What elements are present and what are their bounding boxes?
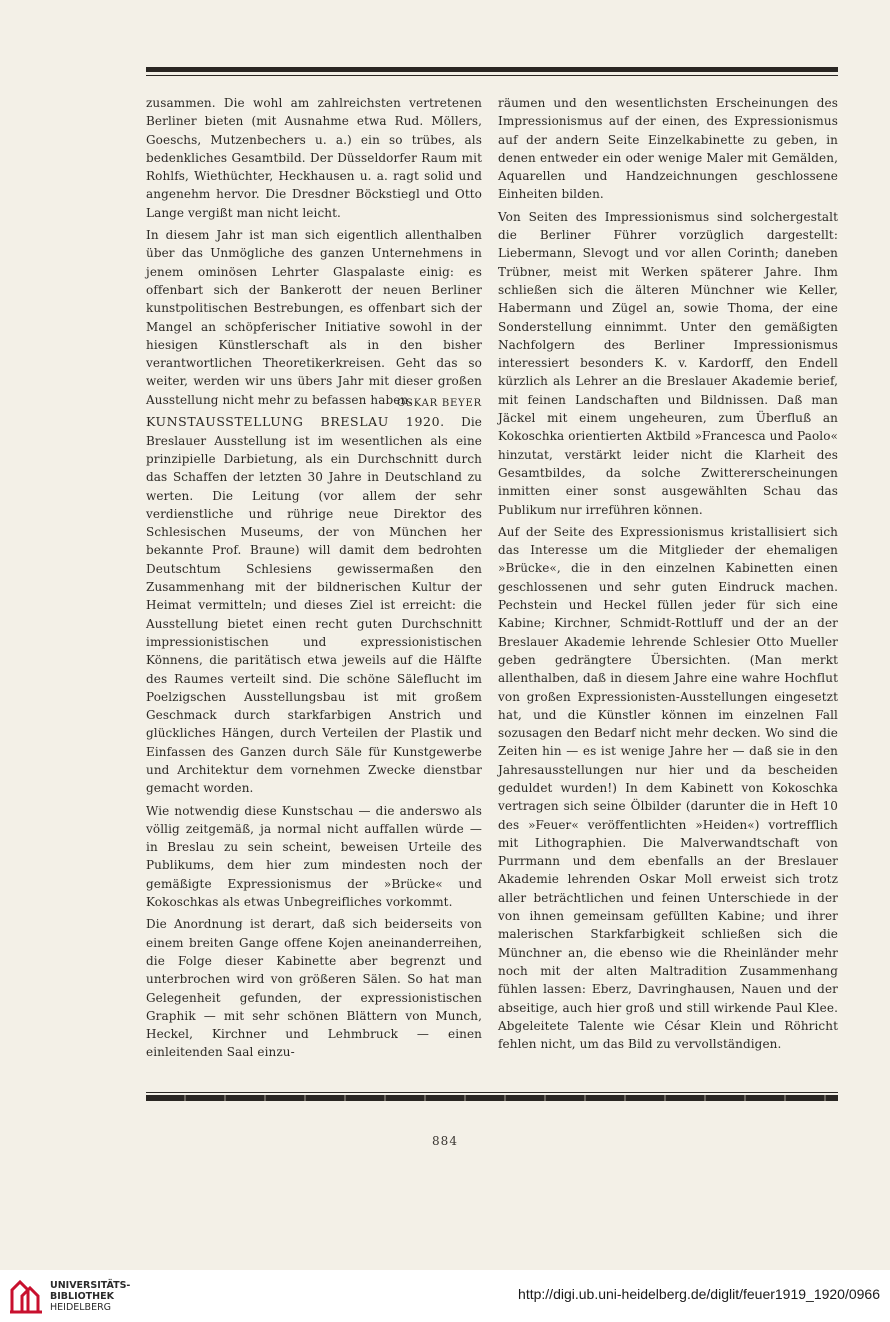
right-column xyxy=(498,94,838,1084)
author-signature: OSKAR BEYER xyxy=(397,398,482,410)
paragraph: Von Seiten des Impressionismus sind solchergestalt die Berliner Führer vorzüglich dargestellt: Liebermann, Slevogt und vor allen Corinth; daneben Trübner, meist mit Werken späterer Jahre. Ihm schließen sich die älteren Münchner wie Keller, Habermann und Zügel an, sowie Thoma, der eine Sonderstellung einnimmt. Unter den gemäßigten Nachfolgern des Berliner Impressionismus interessiert besonders K. v. Kardorff, den Endell kürzlich als Lehrer an die Breslauer Akademie berief, mit feinen Landschaften und Bildnissen. Daß man Jäckel mit einem ungeheuren, zum Überfluß an Kokoschka orientierten Aktbild »Francesca und Paolo« hinzutat, verstärkt leider nicht die Klarheit des Gesamtbildes, da solche Zwittererscheinungen inmitten einer sonst ausgewählten Schau das Publikum nur irreführen können. xyxy=(498,209,838,517)
page-number: 884 xyxy=(432,1134,458,1148)
source-url-link[interactable]: http://digi.ub.uni-heidelberg.de/diglit/feuer1919_1920/0966 xyxy=(518,1286,880,1302)
paragraph: In diesem Jahr ist man sich eigentlich allenthalben über das Unmögliche des ganzen Unternehmens in jenem ominösen Lehrter Glaspalaste einig: es offenbart sich der Bankerott der neuen Berliner kunstpolitischen Bestrebungen, es offenbart sich der Mangel an schöpferischer Initiative sowohl in der hiesigen Künstlerschaft als in den bisher verantwortlichen Theoretikerkreisen. Geht das so weiter, werden wir uns übers Jahr mit dieser großen Ausstellung nicht mehr zu befassen haben. xyxy=(146,228,482,407)
bottom-rule xyxy=(146,1095,838,1101)
article-title: KUNSTAUSSTELLUNG BRESLAU 1920. xyxy=(146,414,445,430)
paragraph: Wie notwendig diese Kunstschau — die anderswo als völlig zeitgemäß, ja normal nicht auffallen würde — in Breslau zu sein scheint, beweisen Urteile des Publikums, dem hier zum mindesten noch der gemäßigte Expressionismus der »Brücke« und Kokoschkas als etwas Unbegreifliches vorkommt. xyxy=(146,803,482,910)
institution-line: HEIDELBERG xyxy=(50,1302,112,1313)
paragraph: räumen und den wesentlichsten Erscheinungen des Impressionismus auf der einen, des Expressionismus auf der andern Seite Einzelkabinette zu geben, in denen entweder ein oder wenige Maler mit Gemälden, Aquarellen und Handzeichnungen geschlossene Einheiten bilden. xyxy=(498,96,838,202)
bottom-rule-thin xyxy=(146,1092,838,1093)
top-rule xyxy=(146,67,838,72)
article-paragraph xyxy=(146,413,482,797)
institution-line: UNIVERSITÄTS- xyxy=(50,1280,131,1291)
footer-bar xyxy=(0,1270,890,1322)
heidelberg-library-logo-icon[interactable] xyxy=(8,1278,44,1314)
paragraph: zusammen. Die wohl am zahlreichsten vertretenen Berliner bieten (mit Ausnahme etwa Rud. Möllers, Goeschs, Mutzenbechers u. a.) ein so trübes, als bedenkliches Gesamtbild. Der Düsseldorfer Raum mit Rohlfs, Wiethüchter, Heckhausen u. a. ragt solid und angenehm hervor. Die Dresdner Böckstiegl und Otto Lange vergißt man nicht leicht. xyxy=(146,96,482,220)
paragraph: Auf der Seite des Expressionismus kristallisiert sich das Interesse um die Mitglieder der ehemaligen »Brücke«, die in den einzelnen Kabinetten einen geschlossenen und sehr guten Eindruck machen. Pechstein und Heckel füllen jeder für sich eine Kabine; Kirchner, Schmidt-Rottluff und der an der Breslauer Akademie lehrende Schlesier Otto Mueller geben gedrängtere Übersichten. (Man merkt allenthalben, daß in diesem Jahre eine wahre Hochflut von großen Expressionisten-Ausstellungen eingesetzt hat, und die Künstler können im einzelnen Fall sozusagen den Bedarf nicht mehr decken. Wo sind die Zeiten hin — es ist wenige Jahre her — daß sie in den Jahresausstellungen nur hier und da bescheiden geduldet wurden!) In dem Kabinett von Kokoschka vertragen sich seine Ölbilder (darunter die in Heft 10 des »Feuer« veröffentlichten »Heiden«) vortrefflich mit Lithographien. Die Malverwandtschaft von Purrmann und dem ebenfalls an der Breslauer Akademie lehrenden Oskar Moll erweist sich trotz aller beträchtlichen und feinen Unterschiede in der von ihnen gemeinsam gefüllten Kabine; und ihrer malerischen Starkfarbigkeit schließen sich die Münchner an, die ebenso wie die Rheinländer mehr noch mit der alten Maltradition Zusammenhang fühlen lassen: Eberz, Davringhausen, Nauen und der abseitige, auch hier groß und still wirkende Paul Klee. Abgeleitete Talente wie César Klein und Röhricht fehlen nicht, um das Bild zu vervollständigen. xyxy=(498,524,838,1052)
article-text: Die Breslauer Ausstellung ist im wesentlichen als eine prinzipielle Darbietung, als ein Durchschnitt durch das Schaffen der letzten 30 Jahre in Deutschland zu werten. Die Leitung (vor allem der sehr verdienstliche und rührige neue Direktor des Schlesischen Museums, der von München her bekannte Prof. Braune) will damit dem bedrohten Deutschtum Schlesiens gewissermaßen den Zusammenhang mit der bildnerischen Kultur der Heimat vermitteln; und dieses Ziel ist erreicht: die Ausstellung bietet einen recht guten Durchschnitt impressionistischen und expressionistischen Könnens, die paritätisch etwa jeweils auf die Hälfte des Raumes verteilt sind. Die schöne Säleflucht im Poelzigschen Ausstellungsbau ist mit großem Geschmack durch starkfarbigen Anstrich und glückliches Hängen, durch Verteilen der Plastik und Einfassen des Ganzen durch Säle für Kunstgewerbe und Architektur dem vornehmen Zwecke dienstbar gemacht worden. xyxy=(146,415,482,796)
left-column xyxy=(146,94,482,1084)
paragraph: Die Anordnung ist derart, daß sich beiderseits von einem breiten Gange offene Kojen aneinanderreihen, die Folge dieser Kabinette aber begrenzt und unterbrochen wird von größeren Sälen. So hat man Gelegenheit gefunden, der expressionistischen Graphik — mit sehr schönen Blättern von Munch, Heckel, Kirchner und Lehmbruck — einen einleitenden Saal einzu- xyxy=(146,917,482,1060)
institution-line: BIBLIOTHEK xyxy=(50,1291,114,1302)
institution-name xyxy=(50,1280,130,1313)
top-rule-thin xyxy=(146,75,838,76)
